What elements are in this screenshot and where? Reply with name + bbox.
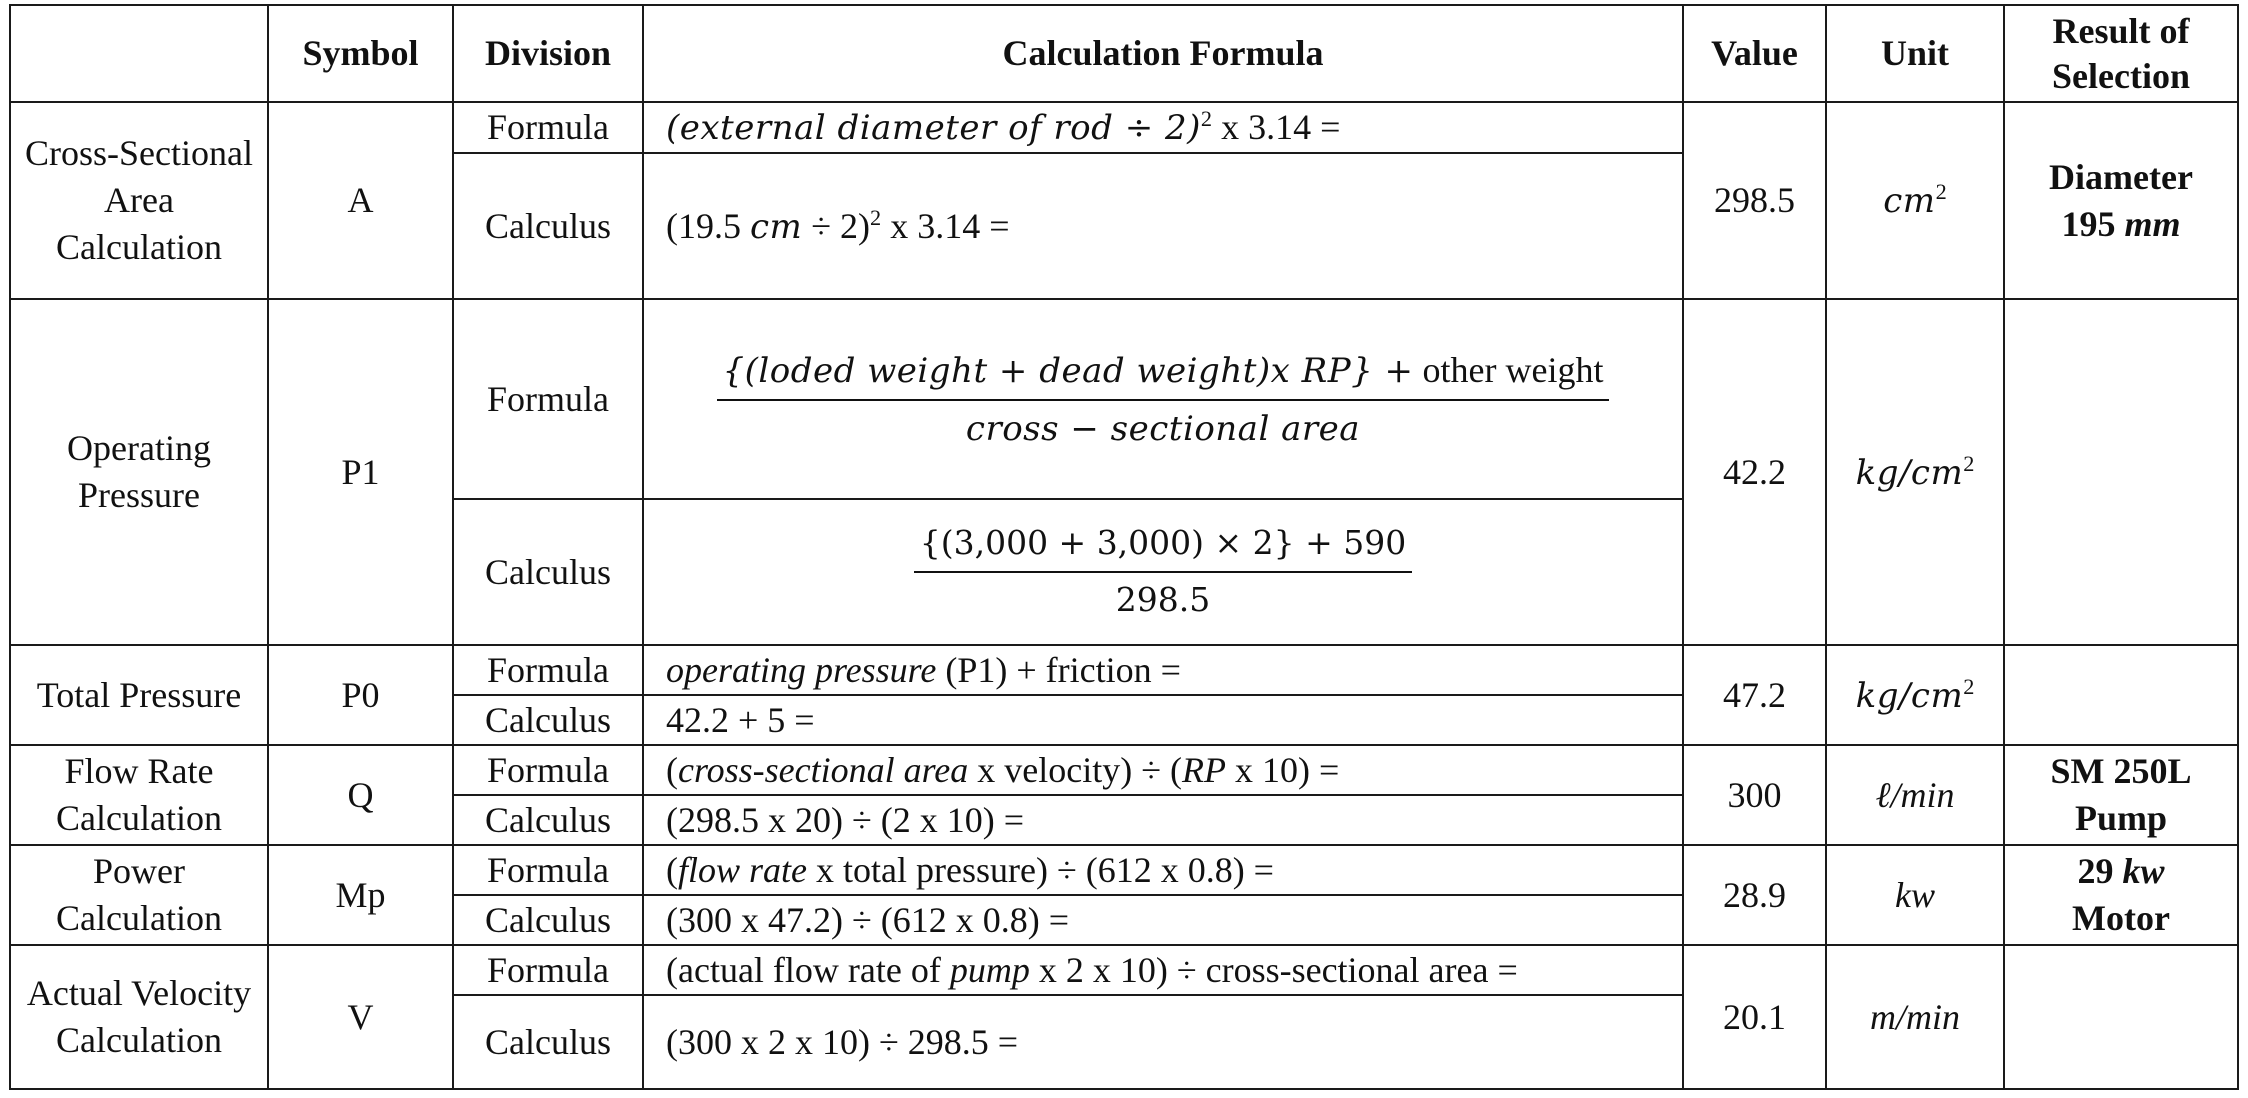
result-cell [2004,945,2238,1089]
item-label: Power Calculation [10,845,268,945]
calculus-cell: 42.2 + 5 = [643,695,1683,745]
fraction-numerator [717,347,1610,402]
numerator-text: other weight [1413,349,1604,390]
formula-italic: RP [1182,749,1226,790]
result-line2: Motor [2072,898,2170,938]
result-cell [2004,299,2238,645]
symbol-cell: P0 [268,645,453,745]
symbol-cell: Mp [268,845,453,945]
symbol-cell: Q [268,745,453,845]
calculus-unit: cm [750,206,803,247]
result-cell [2004,102,2238,299]
header-value: Value [1683,5,1826,102]
fraction-denominator: 298.5 [1115,580,1211,619]
formula-math: (external diameter of rod ÷ 2) [666,108,1201,149]
unit-cell [1826,299,2004,645]
table-row [10,945,2238,995]
calculus-cell: (300 x 47.2) ÷ (612 x 0.8) = [643,895,1683,945]
division-calculus: Calculus [453,795,643,845]
numerator-math: {(loded weight + dead weight)x RP} + [722,350,1414,391]
header-division: Division [453,5,643,102]
symbol-cell: V [268,945,453,1089]
division-calculus: Calculus [453,995,643,1089]
item-label: Operating Pressure [10,299,268,645]
calculus-lead: (19.5 [666,205,750,246]
formula-part: x 2 x 10) ÷ cross-sectional area = [1029,949,1518,990]
calculation-table-container [9,4,2239,1090]
table-row [10,102,2238,153]
formula-part: x velocity) ÷ ( [968,749,1182,790]
value-cell: 20.1 [1683,945,1826,1089]
calculation-table [9,4,2239,1090]
unit-cell: m/min [1826,945,2004,1089]
header-result: Result of Selection [2004,5,2238,102]
calculus-exponent: 2 [870,204,882,230]
header-symbol: Symbol [268,5,453,102]
calculus-cell: (298.5 x 20) ÷ (2 x 10) = [643,795,1683,845]
formula-italic: operating pressure [666,649,937,690]
fraction-numerator: {(3,000 + 3,000) × 2} + 590 [914,522,1413,573]
calculus-cell [643,153,1683,299]
formula-italic: pump [949,949,1030,990]
table-row [10,745,2238,795]
calculus-tail: x 3.14 = [881,205,1010,246]
division-formula: Formula [453,102,643,153]
value-cell: 28.9 [1683,845,1826,945]
formula-part: ( [666,749,678,790]
formula-italic: cross-sectional area [678,749,969,790]
formula-cell [643,745,1683,795]
division-calculus: Calculus [453,695,643,745]
value-cell: 300 [1683,745,1826,845]
unit-cell: ℓ/min [1826,745,2004,845]
result-cell [2004,745,2238,845]
formula-tail: x 3.14 = [1212,107,1341,148]
division-formula: Formula [453,299,643,499]
unit-base: kg/cm [1855,675,1964,716]
calculus-cell [643,499,1683,645]
unit-base: cm [1883,181,1936,222]
header-unit: Unit [1826,5,2004,102]
division-calculus: Calculus [453,153,643,299]
value-cell: 298.5 [1683,102,1826,299]
header-formula: Calculation Formula [643,5,1683,102]
value-cell: 42.2 [1683,299,1826,645]
table-row [10,645,2238,695]
unit-exponent: 2 [1935,179,1947,205]
result-line2: Pump [2074,798,2168,838]
division-formula: Formula [453,745,643,795]
formula-part: x total pressure) ÷ (612 x 0.8) = [807,849,1274,890]
unit-cell [1826,102,2004,299]
calculus-cell: (300 x 2 x 10) ÷ 298.5 = [643,995,1683,1089]
formula-cell [643,645,1683,695]
formula-part: (actual flow rate of [666,949,950,990]
unit-exponent: 2 [1963,450,1975,476]
division-formula: Formula [453,945,643,995]
result-unit: mm [2124,203,2181,244]
header-row [10,5,2238,102]
division-calculus: Calculus [453,895,643,945]
division-calculus: Calculus [453,499,643,645]
result-cell [2004,845,2238,945]
item-label: Total Pressure [10,645,268,745]
formula-part: ( [666,849,678,890]
unit-cell: kw [1826,845,2004,945]
division-formula: Formula [453,645,643,695]
table-row [10,299,2238,499]
item-label: Cross-Sectional Area Calculation [10,102,268,299]
division-formula: Formula [453,845,643,895]
result-line1: Diameter [2049,156,2193,197]
header-item [10,5,268,102]
item-label: Actual Velocity Calculation [10,945,268,1089]
result-line1: SM 250L [2050,751,2192,792]
result-number: 195 [2061,203,2125,244]
formula-part: x 10) = [1225,749,1340,790]
formula-cell [643,299,1683,499]
formula-fraction [717,347,1610,452]
value-cell: 47.2 [1683,645,1826,745]
calculus-mid: ÷ 2) [802,205,871,246]
item-label: Flow Rate Calculation [10,745,268,845]
result-cell [2004,645,2238,745]
result-unit: kw [2122,851,2165,892]
formula-cell [643,845,1683,895]
formula-rest: (P1) + friction = [936,649,1181,690]
symbol-cell: P1 [268,299,453,645]
symbol-cell: A [268,102,453,299]
unit-base: kg/cm [1855,452,1964,493]
formula-cell [643,102,1683,153]
unit-cell [1826,645,2004,745]
unit-exponent: 2 [1963,673,1975,699]
formula-italic: flow rate [678,849,808,890]
table-row [10,845,2238,895]
fraction-denominator: cross − sectional area [965,409,1361,450]
result-number: 29 [2077,851,2123,892]
formula-exponent: 2 [1200,106,1213,132]
formula-cell [643,945,1683,995]
calculus-fraction [914,522,1413,622]
